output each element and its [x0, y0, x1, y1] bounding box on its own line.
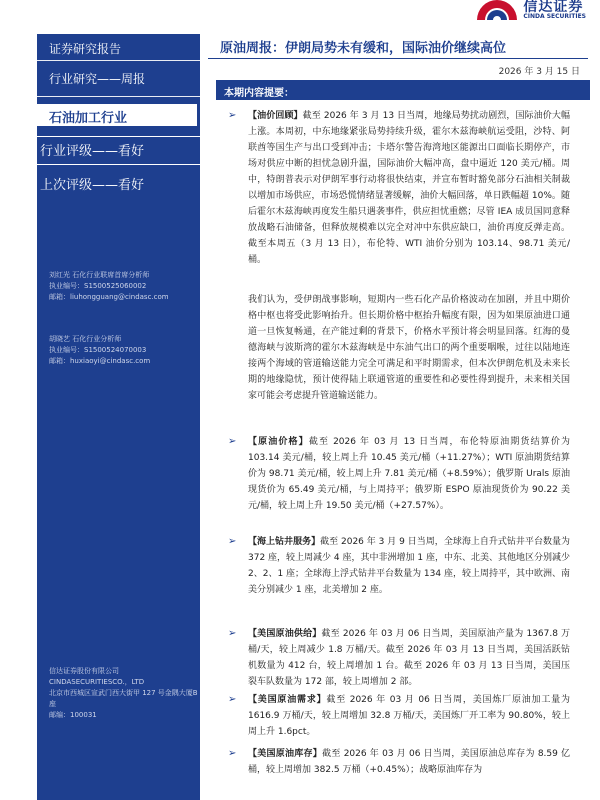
section-text: 截至 2026 年 03 月 06 日当周，美国原油总库存为 8.59 亿桶，较上周增加 382.5 万桶（+0.45%）；战略原油库存为 — [248, 749, 570, 775]
industry-label: 石油加工行业 — [49, 111, 128, 126]
page-title: 原油周报：伊朗局势未有缓和，国际油价继续高位 — [220, 41, 507, 56]
section-us-supply — [248, 626, 570, 690]
sidebar-divider — [37, 164, 200, 165]
analyst-block — [49, 270, 199, 303]
sidebar-divider — [37, 60, 200, 61]
section-us-inventory — [248, 746, 570, 796]
report-date: 2026 年 3 月 15 日 — [498, 67, 580, 77]
brand-logo — [475, 0, 586, 20]
section-tag: 【美国原油供给】 — [248, 629, 322, 639]
company-postcode: 邮编：100031 — [49, 711, 97, 719]
bullet-arrow-icon: ➢ — [228, 628, 237, 639]
last-rating-label: 上次评级——看好 — [40, 178, 145, 193]
section-tag: 【美国原油库存】 — [248, 749, 323, 759]
section-oil-review — [248, 108, 570, 268]
industry-band — [37, 104, 197, 126]
bullet-arrow-icon: ➢ — [228, 110, 237, 121]
summary-header — [216, 80, 590, 100]
report-type-label: 证券研究报告 — [49, 42, 122, 56]
section-text: 截至 2026 年 03 月 06 日当周，美国炼厂原油加工量为 1616.9 万桶/天，较上周增加 32.8 万桶/天，美国炼厂开工率为 90.80%，较上周上升 1.6pct。 — [248, 695, 570, 737]
sidebar-divider — [37, 96, 200, 97]
section-tag: 【油价回顾】 — [248, 111, 303, 121]
analyst-block — [49, 334, 199, 367]
analyst-name: 刘红光 石化行业联席首席分析师 — [49, 271, 150, 279]
sidebar-divider — [37, 136, 200, 137]
bullet-arrow-icon: ➢ — [228, 694, 237, 705]
company-block — [49, 666, 199, 721]
summary-label: 本期内容提要： — [224, 88, 294, 99]
bullet-arrow-icon: ➢ — [228, 536, 237, 547]
analyst-name: 胡晓艺 石化行业分析师 — [49, 335, 122, 343]
company-name-en: CINDASECURITIESCO.，LTD — [49, 678, 145, 686]
section-us-demand — [248, 692, 570, 740]
research-type-label: 行业研究——周报 — [49, 72, 146, 86]
company-name: 信达证券股份有限公司 — [49, 667, 119, 675]
rating-label: 行业评级——看好 — [40, 144, 145, 159]
section-text: 截至 2026 年 03 月 13 日当周，布伦特原油期货结算价为 103.14 美元/桶，较上周上升 10.45 美元/桶（+11.27%）；WTI 原油期货结算价为 98.71 美元/桶，较上周上升 7.81 美元/桶（+8.59%）；俄罗斯 Urals 原油现货价为 65.49 美元/桶，与上周持平；俄罗斯 ESPO 原油现货价为 90.22 美元/桶，较上周上升 19.50 美元/桶（+27.57%）。 — [248, 437, 570, 511]
section-tag: 【海上钻井服务】 — [248, 537, 321, 547]
bullet-arrow-icon: ➢ — [228, 436, 237, 447]
analyst-email[interactable]: 邮箱：liuhongguang@cindasc.com — [49, 293, 169, 301]
section-opinion — [248, 292, 570, 404]
analyst-cert: 执业编号：S1500524070003 — [49, 346, 147, 354]
section-text: 截至 2026 年 3 月 13 日当周，地缘局势扰动剧烈，国际油价大幅上涨。本周初，中东地缘紧张局势持续升级，霍尔木兹海峡航运受阻，沙特、阿联酋等国生产与出口受到冲击；卡塔尔警告海湾地区能源出口面临长期停产，市场对供应中断的担忧急剧升温，国际油价大幅冲高，盘中逼近 120 美元/桶。周中，特朗普表示对伊朗军事行动将很快结束，并宣布暂时豁免部分石油相关制裁以增加市场供应，市场恐慌情绪显著缓解，油价大幅回落，单日跌幅超 10%。随后霍尔木兹海峡再度发生船只遇袭事件，供应担忧重燃；尽管 IEA 成员国同意释放战略石油储备，但释放规模难以完全对冲中东供应缺口，油价再度反弹走高。截至本周五（3 月 13 日），布伦特、WTI 油价分别为 103.14、98.71 美元/桶。 — [248, 111, 570, 265]
section-tag: 【原油价格】 — [248, 437, 309, 447]
section-text: 我们认为，受伊朗战事影响，短期内一些石化产品价格波动在加剧，并且中期价格中枢也将受此影响抬升。但长期价格中枢抬升幅度有限，因为如果原油进口通道一旦恢复畅通，在产能过剩的背景下，价格水平预计将会明显回落。红海的曼德海峡与波斯湾的霍尔木兹海峡是中东油气出口的两个重要咽喉，过往以陆地连接两个海域的管道输送能力完全可满足和平时期需求，但本次伊朗危机及未来长期的地缘隐忧，预计使得陆上联通管道的重要性和必要性得到提升，未来相关国家可能会考虑提升管道输送能力。 — [248, 295, 570, 401]
analyst-cert: 执业编号：S1500525060002 — [49, 282, 147, 290]
section-text: 截至 2026 年 3 月 9 日当周，全球海上自升式钻井平台数量为 372 座，较上周减少 4 座，其中非洲增加 1 座，中东、北美、其他地区分别减少 2、2、1 座；全球海上浮式钻井平台数量为 134 座，较上周持平，其中欧洲、南美分别减少 1 座，北美增加 2 座。 — [248, 537, 570, 595]
section-text: 截至 2026 年 03 月 06 日当周，美国原油产量为 1367.8 万桶/天，较上周减少 1.8 万桶/天。截至 2026 年 03 月 13 日当周，美国活跃钻机数量为 412 台，较上周增加 1 台。截至 2026 年 03 月 13 日当周，美国压裂车队数量为 172 部，较上周增加 2 部。 — [248, 629, 570, 687]
bullet-arrow-icon: ➢ — [228, 748, 237, 759]
logo-mark-icon — [475, 0, 519, 20]
title-divider — [208, 58, 588, 59]
section-offshore-drilling — [248, 534, 570, 598]
company-address: 北京市西城区宣武门西大街甲 127 号金隅大厦B座 — [49, 689, 198, 708]
logo-en-text: CINDA SECURITIES — [523, 13, 586, 20]
section-oil-price — [248, 434, 570, 514]
logo-cn-text: 信达证券 — [523, 0, 584, 15]
analyst-email[interactable]: 邮箱：huxiaoyi@cindasc.com — [49, 357, 151, 365]
top-bar — [0, 0, 600, 22]
section-tag: 【美国原油需求】 — [248, 695, 327, 705]
